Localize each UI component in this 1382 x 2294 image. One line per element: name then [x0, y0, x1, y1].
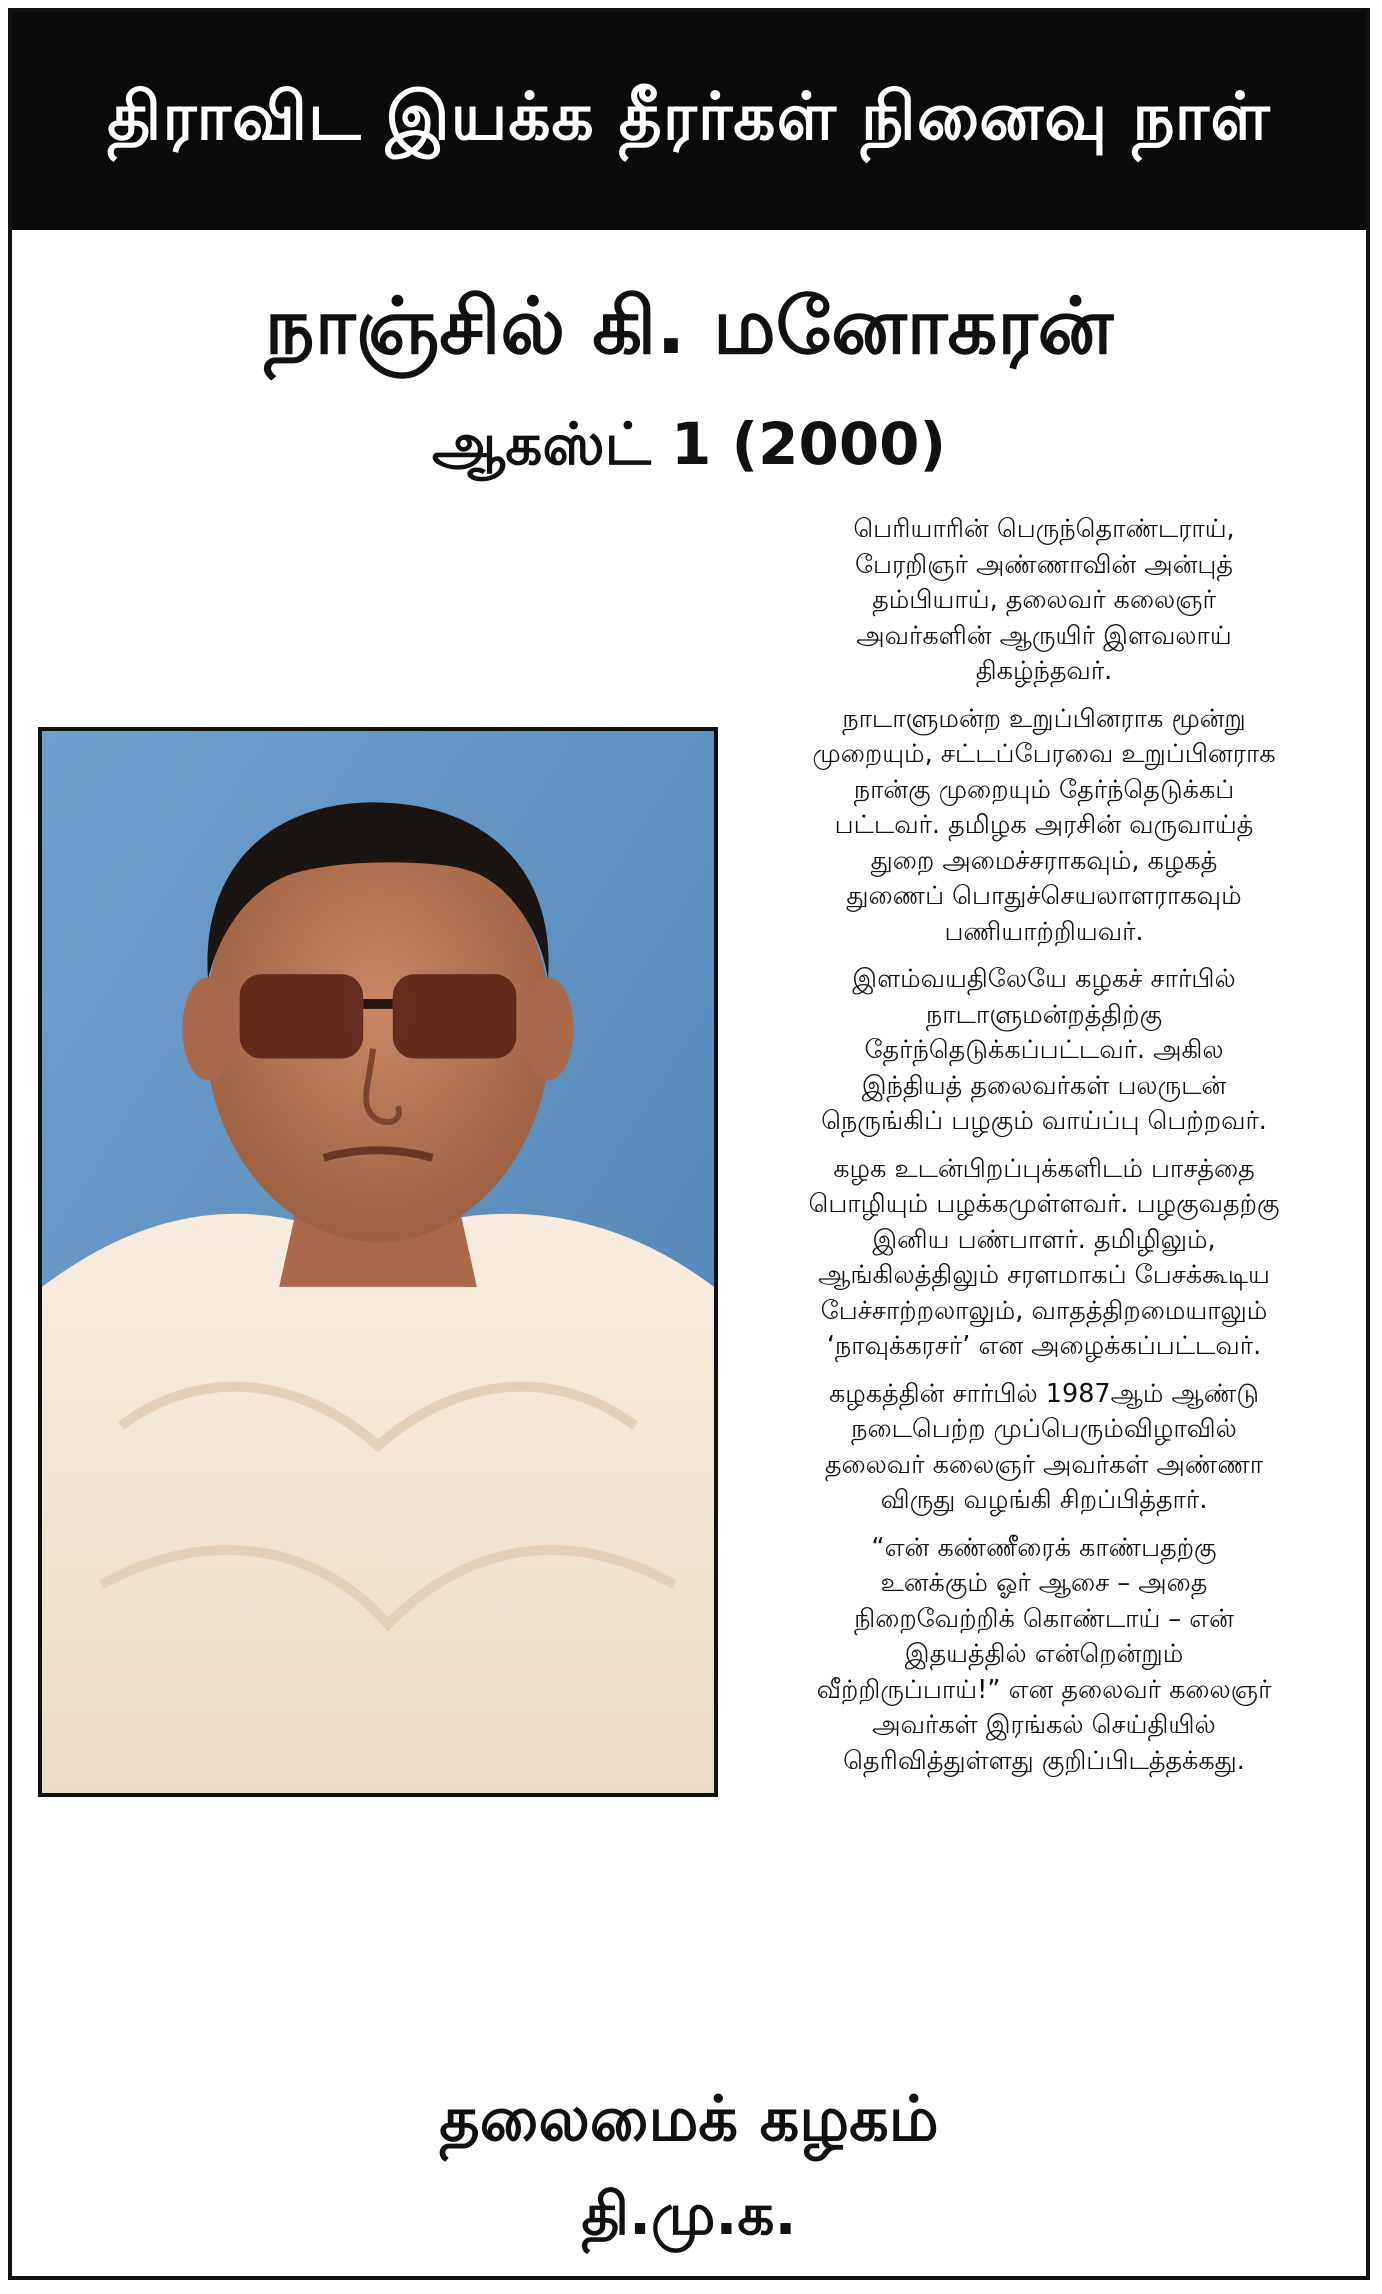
bio-line: நாடாளுமன்றத்திற்கு	[925, 999, 1163, 1030]
bio-line: தலைவர் கலைஞர் அவர்கள் அண்ணா	[824, 1449, 1264, 1480]
bio-line: பொழியும் பழக்கமுள்ளவர். பழகுவதற்கு	[808, 1189, 1280, 1219]
bio-line: அவர்கள் இரங்கல் செய்தியில்	[872, 1710, 1216, 1740]
bio-line: இளம்வயதிலேயே கழகச் சார்பில்	[852, 964, 1236, 994]
bio-paragraph	[726, 1152, 1362, 1365]
bio-line: நெருங்கிப் பழகும் வாய்ப்பு பெற்றவர்.	[821, 1106, 1267, 1136]
bio-line: இந்தியத் தலைவர்கள் பலருடன்	[861, 1070, 1227, 1101]
bio-paragraph	[726, 962, 1362, 1140]
bio-line: நான்கு முறையும் தேர்ந்தெடுக்கப்	[853, 774, 1235, 805]
bio-line: இதயத்தில் என்றென்றும்	[904, 1639, 1184, 1669]
memorial-notice	[8, 8, 1370, 2280]
memorial-date: ஆகஸ்ட் 1 (2000)	[431, 410, 947, 478]
bio-line: தெரிவித்துள்ளது குறிப்பிடத்தக்கது.	[843, 1745, 1245, 1776]
bio-line: கழகத்தின் சார்பில் 1987ஆம் ஆண்டு	[828, 1378, 1259, 1409]
bio-line: துணைப் பொதுச்செயலாளராகவும்	[846, 881, 1242, 911]
bio-line: வீற்றிருப்பாய்!” என தலைவர் கலைஞர்	[816, 1674, 1272, 1705]
bio-line: திகழ்ந்தவர்.	[975, 656, 1113, 686]
banner-title: திராவிட இயக்க தீரர்கள் நினைவு நாள்	[107, 78, 1271, 155]
party-name: தி.மு.க.	[581, 2180, 797, 2248]
portrait-illustration	[42, 731, 714, 1793]
bio-line: நிறைவேற்றிக் கொண்டாய் – என்	[854, 1603, 1234, 1634]
person-name: நாஞ்சில் கி. மனோகரன்	[264, 282, 1114, 372]
bio-line: ‘நாவுக்கரசர்’ என அழைக்கப்பட்டவர்.	[826, 1331, 1262, 1361]
bio-line: தேர்ந்தெடுக்கப்பட்டவர். அகில	[864, 1035, 1224, 1065]
bio-line: உனக்கும் ஓர் ஆசை – அதை	[880, 1568, 1208, 1598]
bio-line: கழக உடன்பிறப்புக்களிடம் பாசத்தை	[833, 1153, 1255, 1184]
bio-line: ஆங்கிலத்திலும் சரளமாகப் பேசக்கூடிய	[818, 1260, 1270, 1290]
biography	[726, 512, 1362, 1791]
bio-line: பேச்சாற்றலாலும், வாதத்திறமையாலும்	[820, 1295, 1268, 1326]
bio-line: பெரியாரின் பெருந்தொண்டராய்,	[853, 514, 1235, 544]
bio-paragraph	[726, 1377, 1362, 1519]
bio-paragraph	[726, 1531, 1362, 1780]
bio-line: பட்டவர். தமிழக அரசின் வருவாய்த்	[834, 810, 1254, 840]
portrait-photo	[38, 727, 718, 1797]
bio-paragraph	[726, 702, 1362, 951]
header-banner	[12, 12, 1366, 230]
bio-line: தம்பியாய், தலைவர் கலைஞர்	[872, 585, 1216, 615]
bio-line: நாடாளுமன்ற உறுப்பினராக மூன்று	[842, 703, 1246, 734]
bio-line: பேரறிஞர் அண்ணாவின் அன்புத்	[854, 549, 1234, 580]
bio-line: துறை அமைச்சராகவும், கழகத்	[870, 845, 1218, 876]
bio-line: முறையும், சட்டப்பேரவை உறுப்பினராக	[812, 739, 1276, 769]
bio-line: அவர்களின் ஆருயிர் இளவலாய்	[856, 620, 1232, 651]
bio-line: நடைபெற்ற முப்பெரும்விழாவில்	[851, 1414, 1237, 1444]
bio-line: பணியாற்றியவர்.	[944, 916, 1144, 947]
bio-line: “என் கண்ணீரைக் காண்பதற்கு	[871, 1532, 1217, 1563]
bio-paragraph	[726, 512, 1362, 690]
bio-line: இனிய பண்பாளர். தமிழிலும்,	[872, 1224, 1216, 1255]
issuer-organization: தலைமைக் கழகம்	[439, 2082, 939, 2155]
bio-line: விருது வழங்கி சிறப்பித்தார்.	[880, 1485, 1208, 1515]
